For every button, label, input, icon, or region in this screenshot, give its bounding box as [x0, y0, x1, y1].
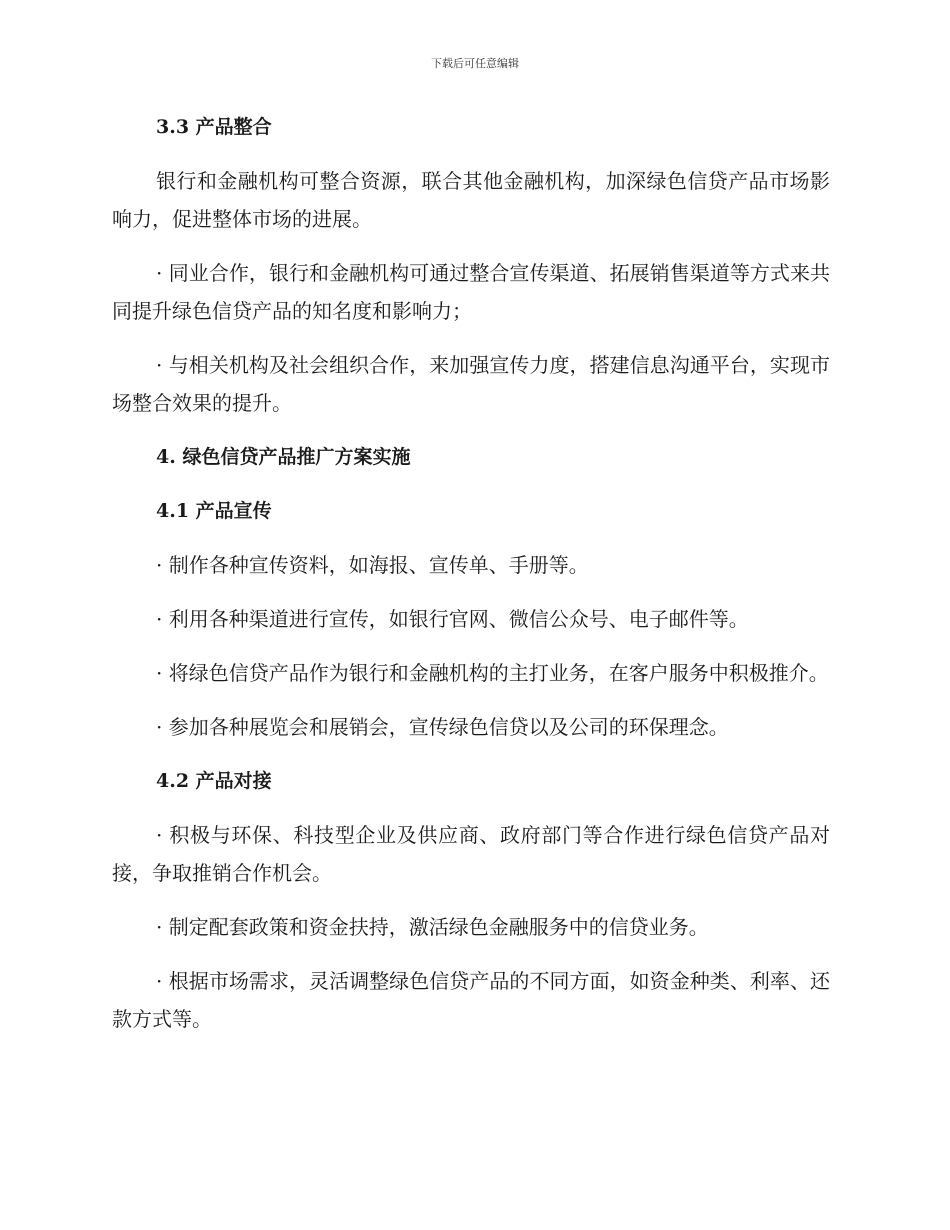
bullet-paragraph: · 与相关机构及社会组织合作，来加强宣传力度，搭建信息沟通平台，实现市场整合效果的提升。: [112, 353, 830, 415]
bullet-paragraph: · 利用各种渠道进行宣传，如银行官网、微信公众号、电子邮件等。: [156, 607, 749, 631]
section-heading: 3.3 产品整合: [156, 116, 272, 138]
bullet-paragraph: · 参加各种展览会和展销会，宣传绿色信贷以及公司的环保理念。: [156, 715, 729, 739]
bullet-paragraph: · 制定配套政策和资金扶持，激活绿色金融服务中的信贷业务。: [156, 915, 709, 939]
page-header-note: 下载后可任意编辑: [431, 57, 519, 70]
bullet-paragraph: · 积极与环保、科技型企业及供应商、政府部门等合作进行绿色信贷产品对接，争取推销合作机会。: [112, 823, 830, 885]
bullet-paragraph: · 同业合作，银行和金融机构可通过整合宣传渠道、拓展销售渠道等方式来共同提升绿色信贷产品的知名度和影响力；: [112, 261, 830, 323]
bullet-paragraph: · 根据市场需求，灵活调整绿色信贷产品的不同方面，如资金种类、利率、还款方式等。: [112, 969, 830, 1031]
subsection-heading: 4.1 产品宣传: [156, 500, 272, 522]
subsection-heading: 4.2 产品对接: [156, 770, 272, 792]
document-body: [112, 108, 830, 1054]
section-heading: 4. 绿色信贷产品推广方案实施: [156, 446, 411, 468]
bullet-paragraph: · 将绿色信贷产品作为银行和金融机构的主打业务，在客户服务中积极推介。: [156, 661, 829, 685]
paragraph: 银行和金融机构可整合资源，联合其他金融机构，加深绿色信贷产品市场影响力，促进整体市场的进展。: [112, 169, 830, 231]
bullet-paragraph: · 制作各种宣传资料，如海报、宣传单、手册等。: [156, 553, 589, 577]
